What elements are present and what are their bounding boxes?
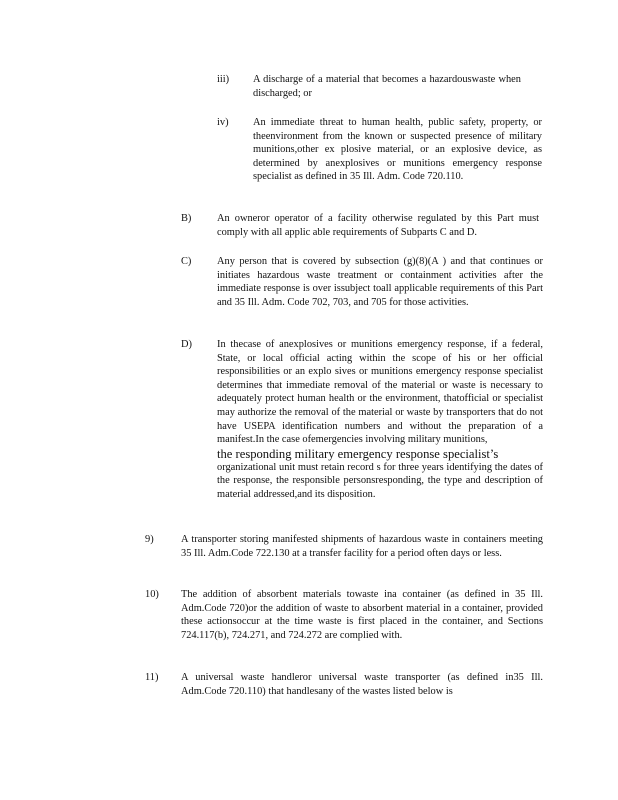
item-label-iv: iv) [217,117,229,128]
item-text-B: An owneror operator of a facility otherwise regulated by this Part must comply with all applic able requirements of Subparts C and D. [217,213,539,238]
paragraph-text-9: A transporter storing manifested shipments of hazardous waste in containers meeting 35 Ill. Adm.Code 722.130 at a transfer facility for a period often days or less. [181,534,543,559]
paragraph-label-10: 10) [145,589,159,600]
paragraph-text-10: The addition of absorbent materials towaste ina container (as defined in 35 Ill. Adm.Code 720)or the addition of waste to absorbent material in a container, provided these actionsoccur at the time waste is first placed in the container, and Sections 724.117(b), 724.271, and 724.272 are complied with. [181,589,543,641]
paragraph-label-9: 9) [145,534,154,545]
paragraph-text-11: A universal waste handleror universal waste transporter (as defined in35 Ill. Adm.Code 720.110) that handlesany of the wastes listed below is [181,672,543,697]
item-text-D-part-b: the responding military emergency response specialist’s [217,446,499,461]
item-text-iv: An immediate threat to human health, public safety, property, or theenvironment from the known or suspected presence of military munitions,other ex plosive material, or an explosive device, as determined by anexplosives or munitions emergency response specialist as defined in 35 Ill. Adm. Code 720.110. [253,117,542,183]
item-label-iii: iii) [217,74,230,85]
item-text-iii: A discharge of a material that becomes a hazardouswaste when discharged; or [253,74,521,99]
item-label-D: D) [181,339,192,350]
item-label-C: C) [181,256,192,267]
item-label-B: B) [181,213,192,224]
item-text-D-part-c: organizational unit must retain record s for three years identifying the dates of the response, the responsible personsresponding, the type and description of material addressed,and its disposition. [217,461,543,500]
item-text-D-part-a: In thecase of anexplosives or munitions emergency response, if a federal, State, or local official acting within the scope of his or her official responsibilities or an explo sives or munitions emergency response specialist determines that immediate removal of the material or waste is necessary to adequately protect human health or the environment, thatofficial or specialist may authorize the removal of the material or waste by transporters that do not have USEPA identification numbers and without the preparation of a manifest.In the case ofemergencies involving military munitions, [217,339,543,446]
paragraph-label-11: 11) [145,672,159,683]
item-text-D [217,338,543,502]
item-text-C: Any person that is covered by subsection (g)(8)(A ) and that continues or initiates hazardous waste treatment or containment activities after the immediate response is over issubject toall applicable requirements of this Part and 35 Ill. Adm. Code 702, 703, and 705 for those activities. [217,256,543,308]
